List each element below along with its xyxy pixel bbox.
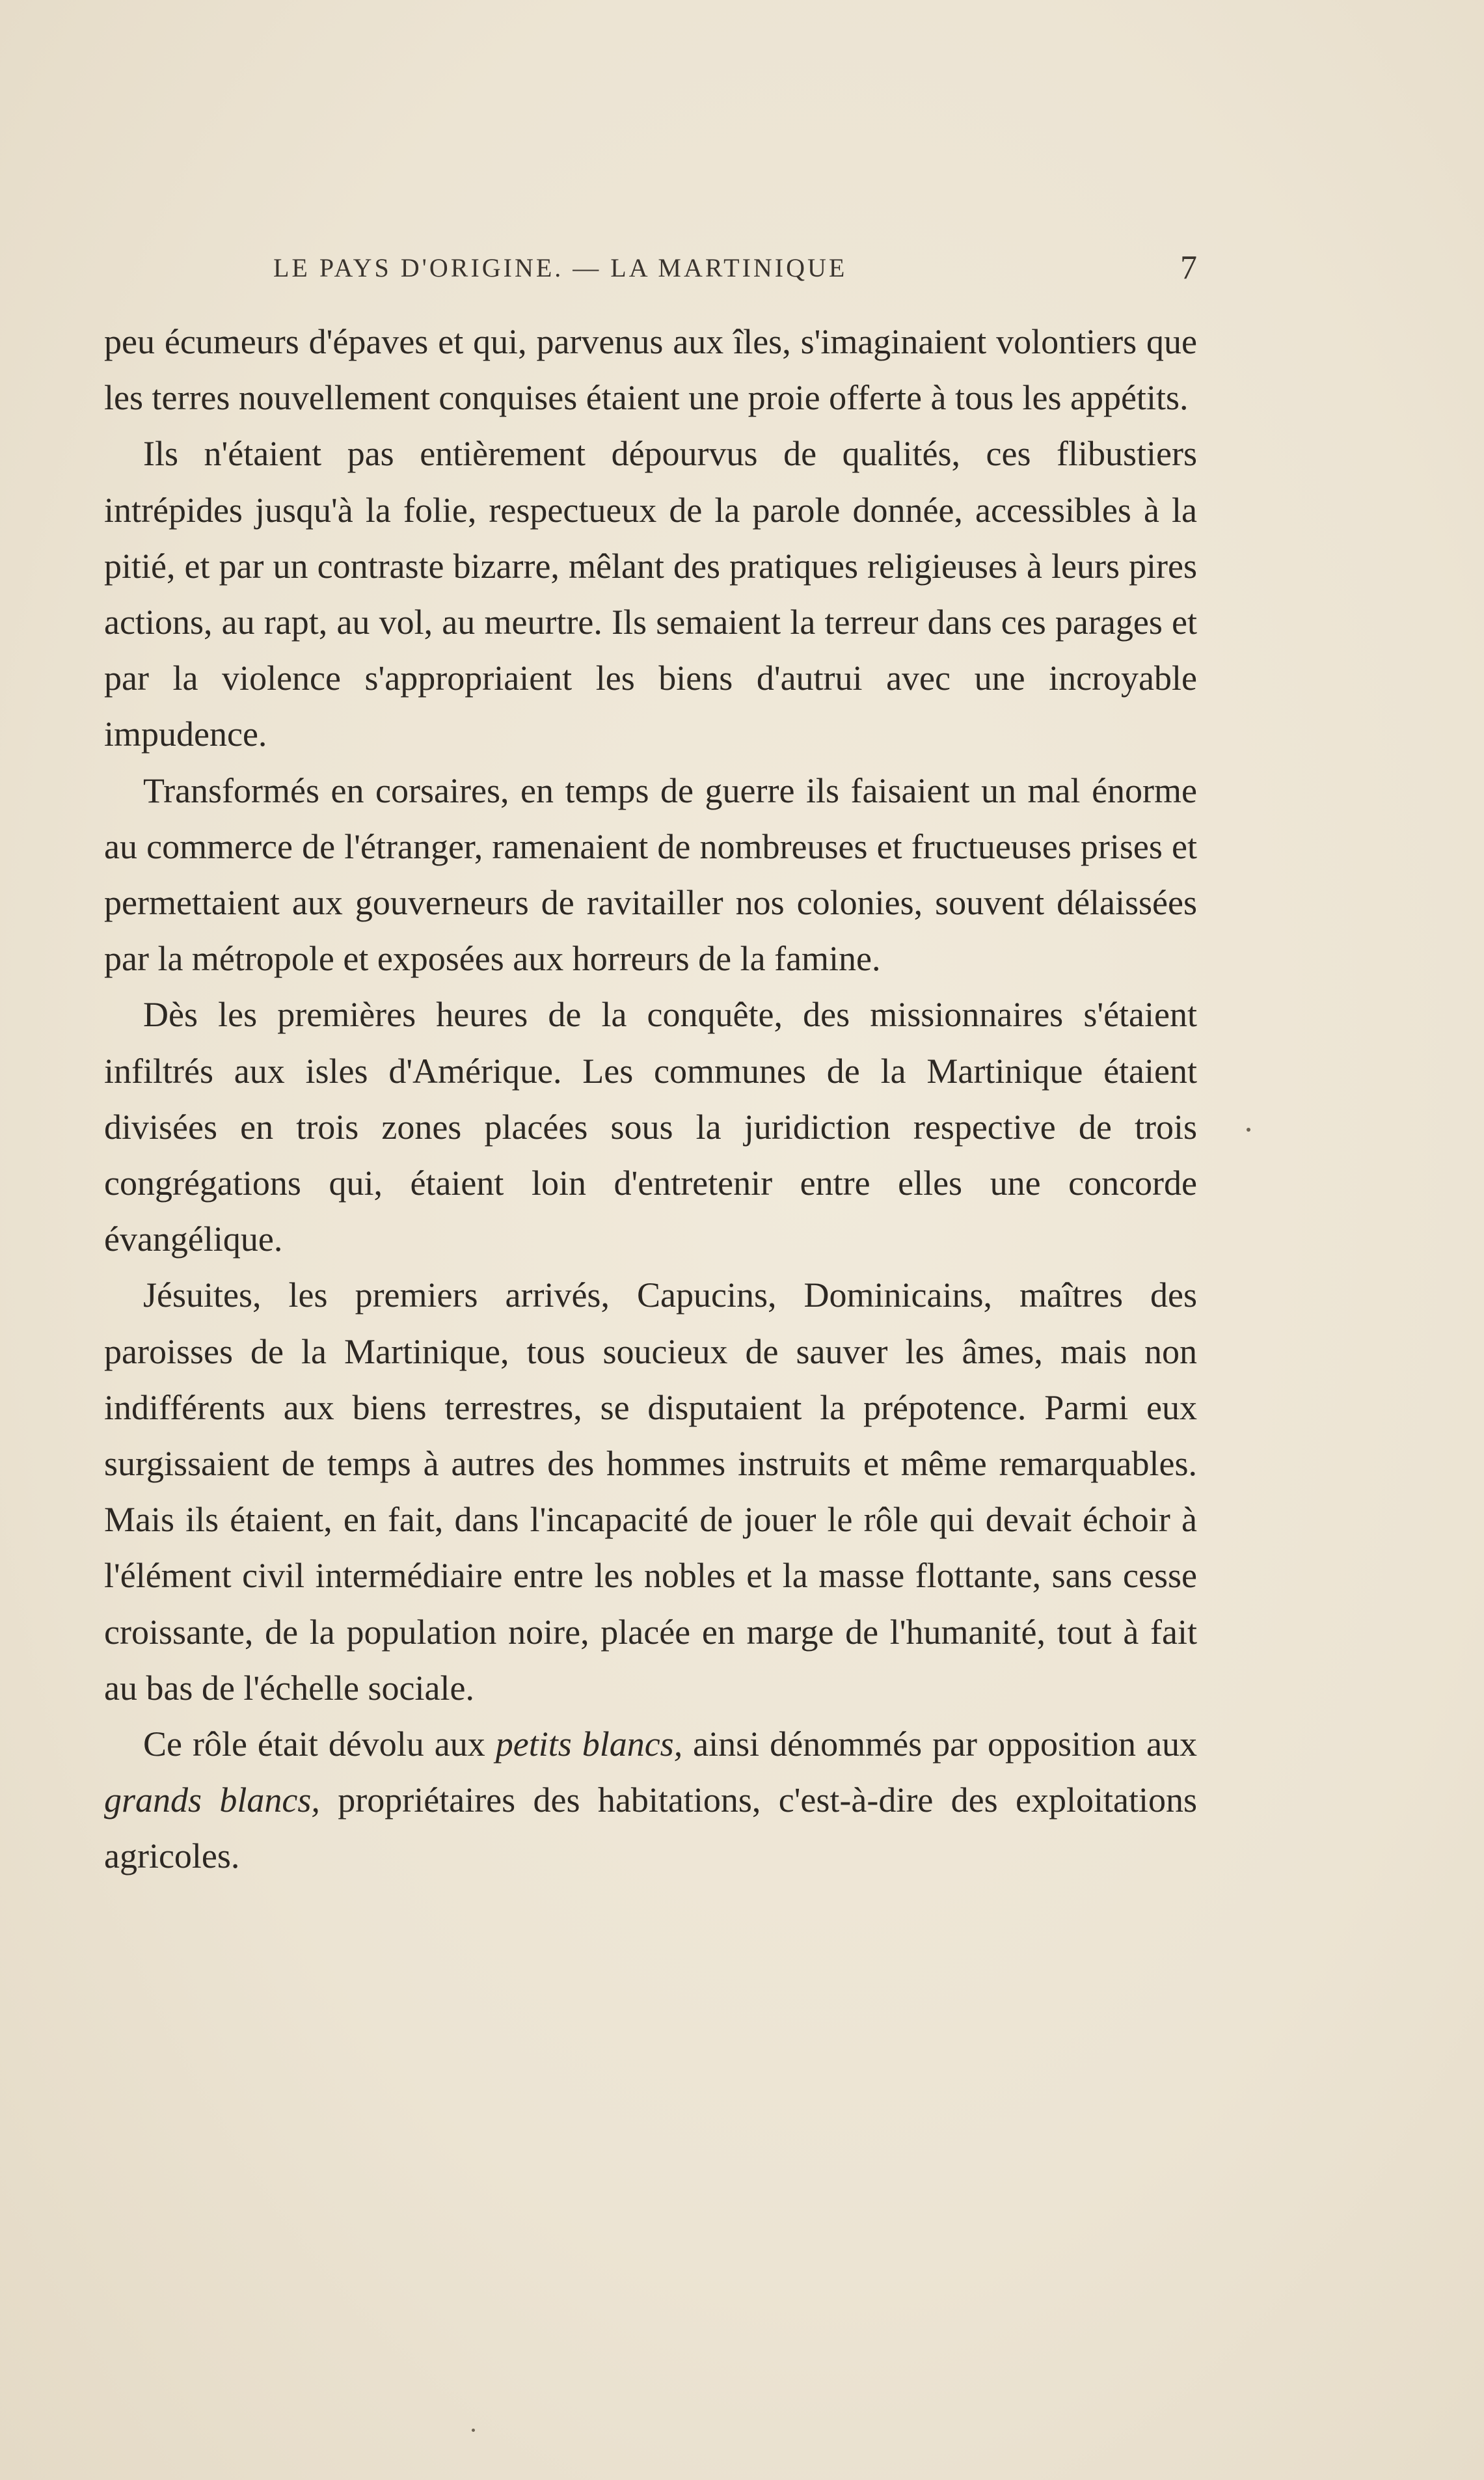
paragraph-6-italic-petits-blancs: petits blancs, (495, 1724, 683, 1764)
paragraph-6-text-before: Ce rôle était dévolu aux (143, 1724, 496, 1764)
paragraph-6-text-after: propriétaires des habitations, c'est-à-dire des exploitations agricoles. (104, 1780, 1198, 1876)
paragraph-2: Ils n'étaient pas entièrement dépourvus de qualités, ces flibustiers intrépides jusqu'à la folie, respectueux de la parole donnée, accessibles à la pitié, et par un contraste bizarre, mêlant des pratiques religieuses à leurs pires actions, au rapt, au vol, au meurtre. Ils semaient la terreur dans ces parages et par la violence s'appropriaient les biens d'autrui avec une incroyable impudence. (104, 434, 1197, 754)
paragraph-4: Dès les premières heures de la conquête, des missionnaires s'étaient infiltrés aux isles d'Amérique. Les communes de la Martinique étaient divisées en trois zones placées sous la juridiction respective de trois congrégations qui, étaient loin d'entretenir entre elles une concorde évangélique. (104, 995, 1197, 1259)
paragraph-1: peu écumeurs d'épaves et qui, parvenus aux îles, s'imaginaient volontiers que les terres nouvellement conquises étaient une proie offerte à tous les appétits. (104, 322, 1197, 418)
paragraph-6-italic-grands-blancs: grands blancs, (104, 1780, 320, 1820)
page-number: 7 (1180, 249, 1197, 286)
paper-speck (472, 2429, 475, 2432)
paragraph-6-text-middle: ainsi dénommés par opposition aux (682, 1724, 1197, 1764)
paper-speck (1247, 1128, 1250, 1132)
paragraph-6 (104, 1716, 1197, 1885)
page-header (273, 249, 1197, 294)
body-text (104, 314, 1197, 1885)
paragraph-3: Transformés en corsaires, en temps de guerre ils faisaient un mal énorme au commerce de l'étranger, ramenaient de nombreuses et fructueuses prises et permettaient aux gouverneurs de ravitailler nos colonies, souvent délaissées par la métropole et exposées aux horreurs de la famine. (104, 770, 1197, 979)
running-head: LE PAYS D'ORIGINE. — LA MARTINIQUE (273, 253, 848, 282)
paragraph-5: Jésuites, les premiers arrivés, Capucins, Dominicains, maîtres des paroisses de la Martinique, tous soucieux de sauver les âmes, mais non indifférents aux biens terrestres, se disputaient la prépotence. Parmi eux surgissaient de temps à autres des hommes instruits et même remarquables. Mais ils étaient, en fait, dans l'incapacité de jouer le rôle qui devait échoir à l'élément civil intermédiaire entre les nobles et la masse flottante, sans cesse croissante, de la population noire, placée en marge de l'humanité, tout à fait au bas de l'échelle sociale. (104, 1275, 1197, 1708)
